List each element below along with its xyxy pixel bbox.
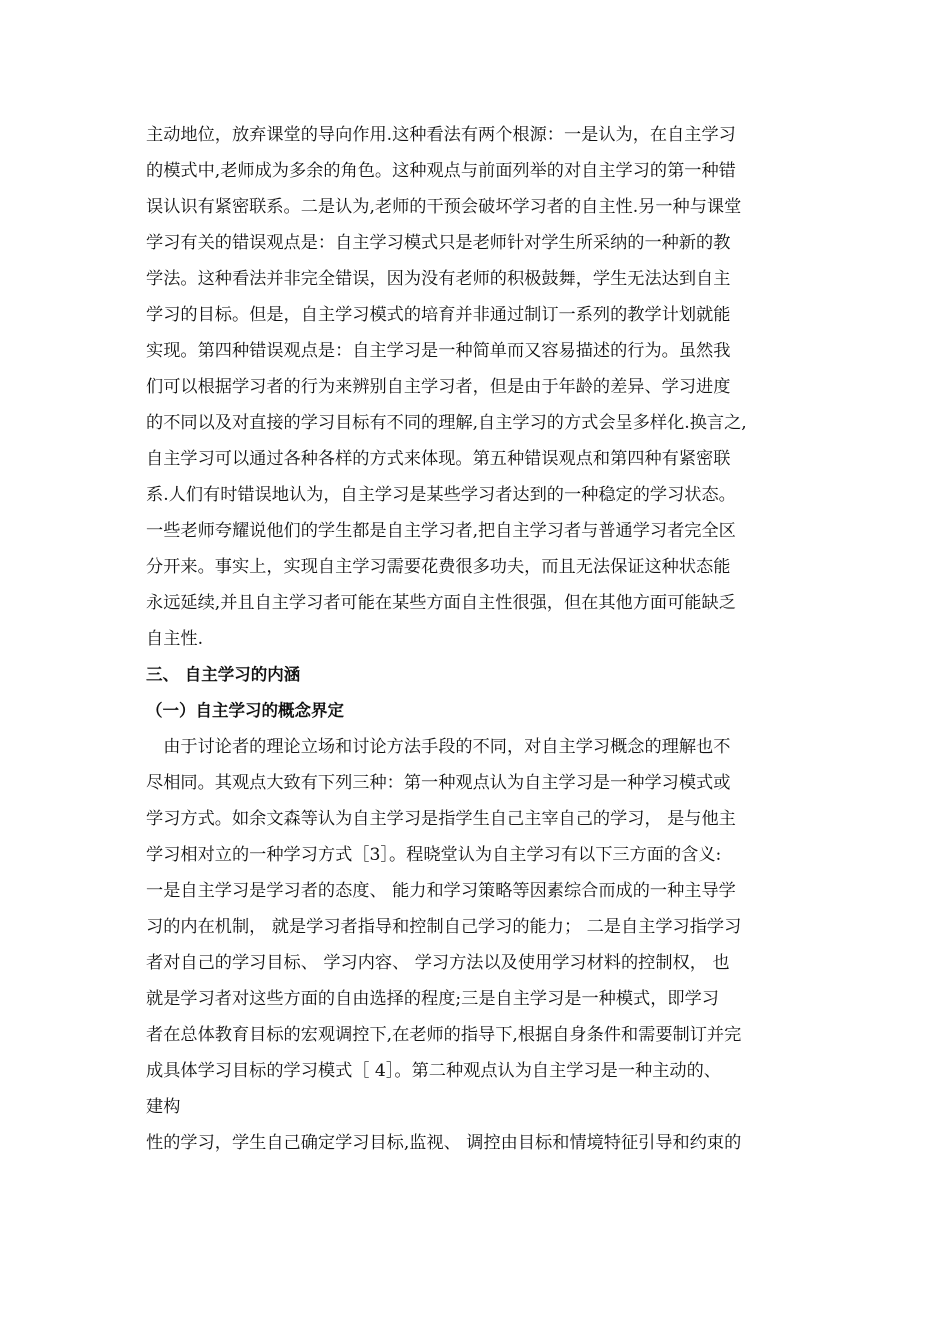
body-text-line: 成具体学习目标的学习模式［ 4］。第二种观点认为自主学习是一种主动的、 <box>146 1061 721 1081</box>
body-text-line: 主动地位，放弃课堂的导向作用.这种看法有两个根源：一是认为，在自主学习 <box>146 125 736 145</box>
body-text-line: 学法。这种看法并非完全错误，因为没有老师的积极鼓舞，学生无法达到自主 <box>146 269 731 289</box>
body-text-line: 学习的目标。但是，自主学习模式的培育并非通过制订一系列的教学计划就能 <box>146 305 731 325</box>
body-text-line: 由于讨论者的理论立场和讨论方法手段的不同，对自主学习概念的理解也不 <box>146 737 731 757</box>
body-text-line: 自主学习可以通过各种各样的方式来体现。第五种错误观点和第四种有紧密联 <box>146 449 731 469</box>
body-text-line: 实现。第四种错误观点是：自主学习是一种简单而又容易描述的行为。虽然我 <box>146 341 731 361</box>
section-heading: 三、 自主学习的内涵 <box>146 665 301 684</box>
body-text-line: 就是学习者对这些方面的自由选择的程度;三是自主学习是一种模式，即学习 <box>146 989 719 1009</box>
body-text-line: 的不同以及对直接的学习目标有不同的理解,自主学习的方式会呈多样化.换言之, <box>146 413 747 433</box>
body-text-line: 者对自己的学习目标、 学习内容、 学习方法以及使用学习材料的控制权， 也 <box>146 953 730 973</box>
body-text-line: 自主性. <box>146 629 204 649</box>
body-text-line: 误认识有紧密联系。二是认为,老师的干预会破坏学习者的自主性.另一种与课堂 <box>146 197 742 217</box>
body-text-line: 习的内在机制， 就是学习者指导和控制自己学习的能力； 二是自主学习指学习 <box>146 917 742 937</box>
body-text-line: 建构 <box>146 1097 181 1117</box>
body-text-line: 尽相同。其观点大致有下列三种：第一种观点认为自主学习是一种学习模式或 <box>146 773 731 793</box>
body-text-line: 一些老师夸耀说他们的学生都是自主学习者,把自主学习者与普通学习者完全区 <box>146 521 736 541</box>
body-text-line: 性的学习，学生自己确定学习目标,监视、 调控由目标和情境特征引导和约束的 <box>146 1133 742 1153</box>
body-text-line: 学习方式。如余文森等认为自主学习是指学生自己主宰自己的学习， 是与他主 <box>146 809 736 829</box>
body-text-line: 者在总体教育目标的宏观调控下,在老师的指导下,根据自身条件和需要制订并完 <box>146 1025 742 1045</box>
subsection-heading: （一）自主学习的概念界定 <box>146 701 344 720</box>
body-text-line: 的模式中,老师成为多余的角色。这种观点与前面列举的对自主学习的第一种错 <box>146 161 736 181</box>
body-text-line: 系.人们有时错误地认为，自主学习是某些学习者达到的一种稳定的学习状态。 <box>146 485 736 505</box>
body-text-line: 学习有关的错误观点是：自主学习模式只是老师针对学生所采纳的一种新的教 <box>146 233 731 253</box>
body-text-line: 学习相对立的一种学习方式［3］。程晓堂认为自主学习有以下三方面的含义: <box>146 845 722 865</box>
body-text-line: 永远延续,并且自主学习者可能在某些方面自主性很强，但在其他方面可能缺乏 <box>146 593 736 613</box>
body-text-line: 分开来。事实上，实现自主学习需要花费很多功夫，而且无法保证这种状态能 <box>146 557 731 577</box>
body-text-line: 们可以根据学习者的行为来辨别自主学习者，但是由于年龄的差异、学习进度 <box>146 377 731 397</box>
body-text-line: 一是自主学习是学习者的态度、 能力和学习策略等因素综合而成的一种主导学 <box>146 881 736 901</box>
